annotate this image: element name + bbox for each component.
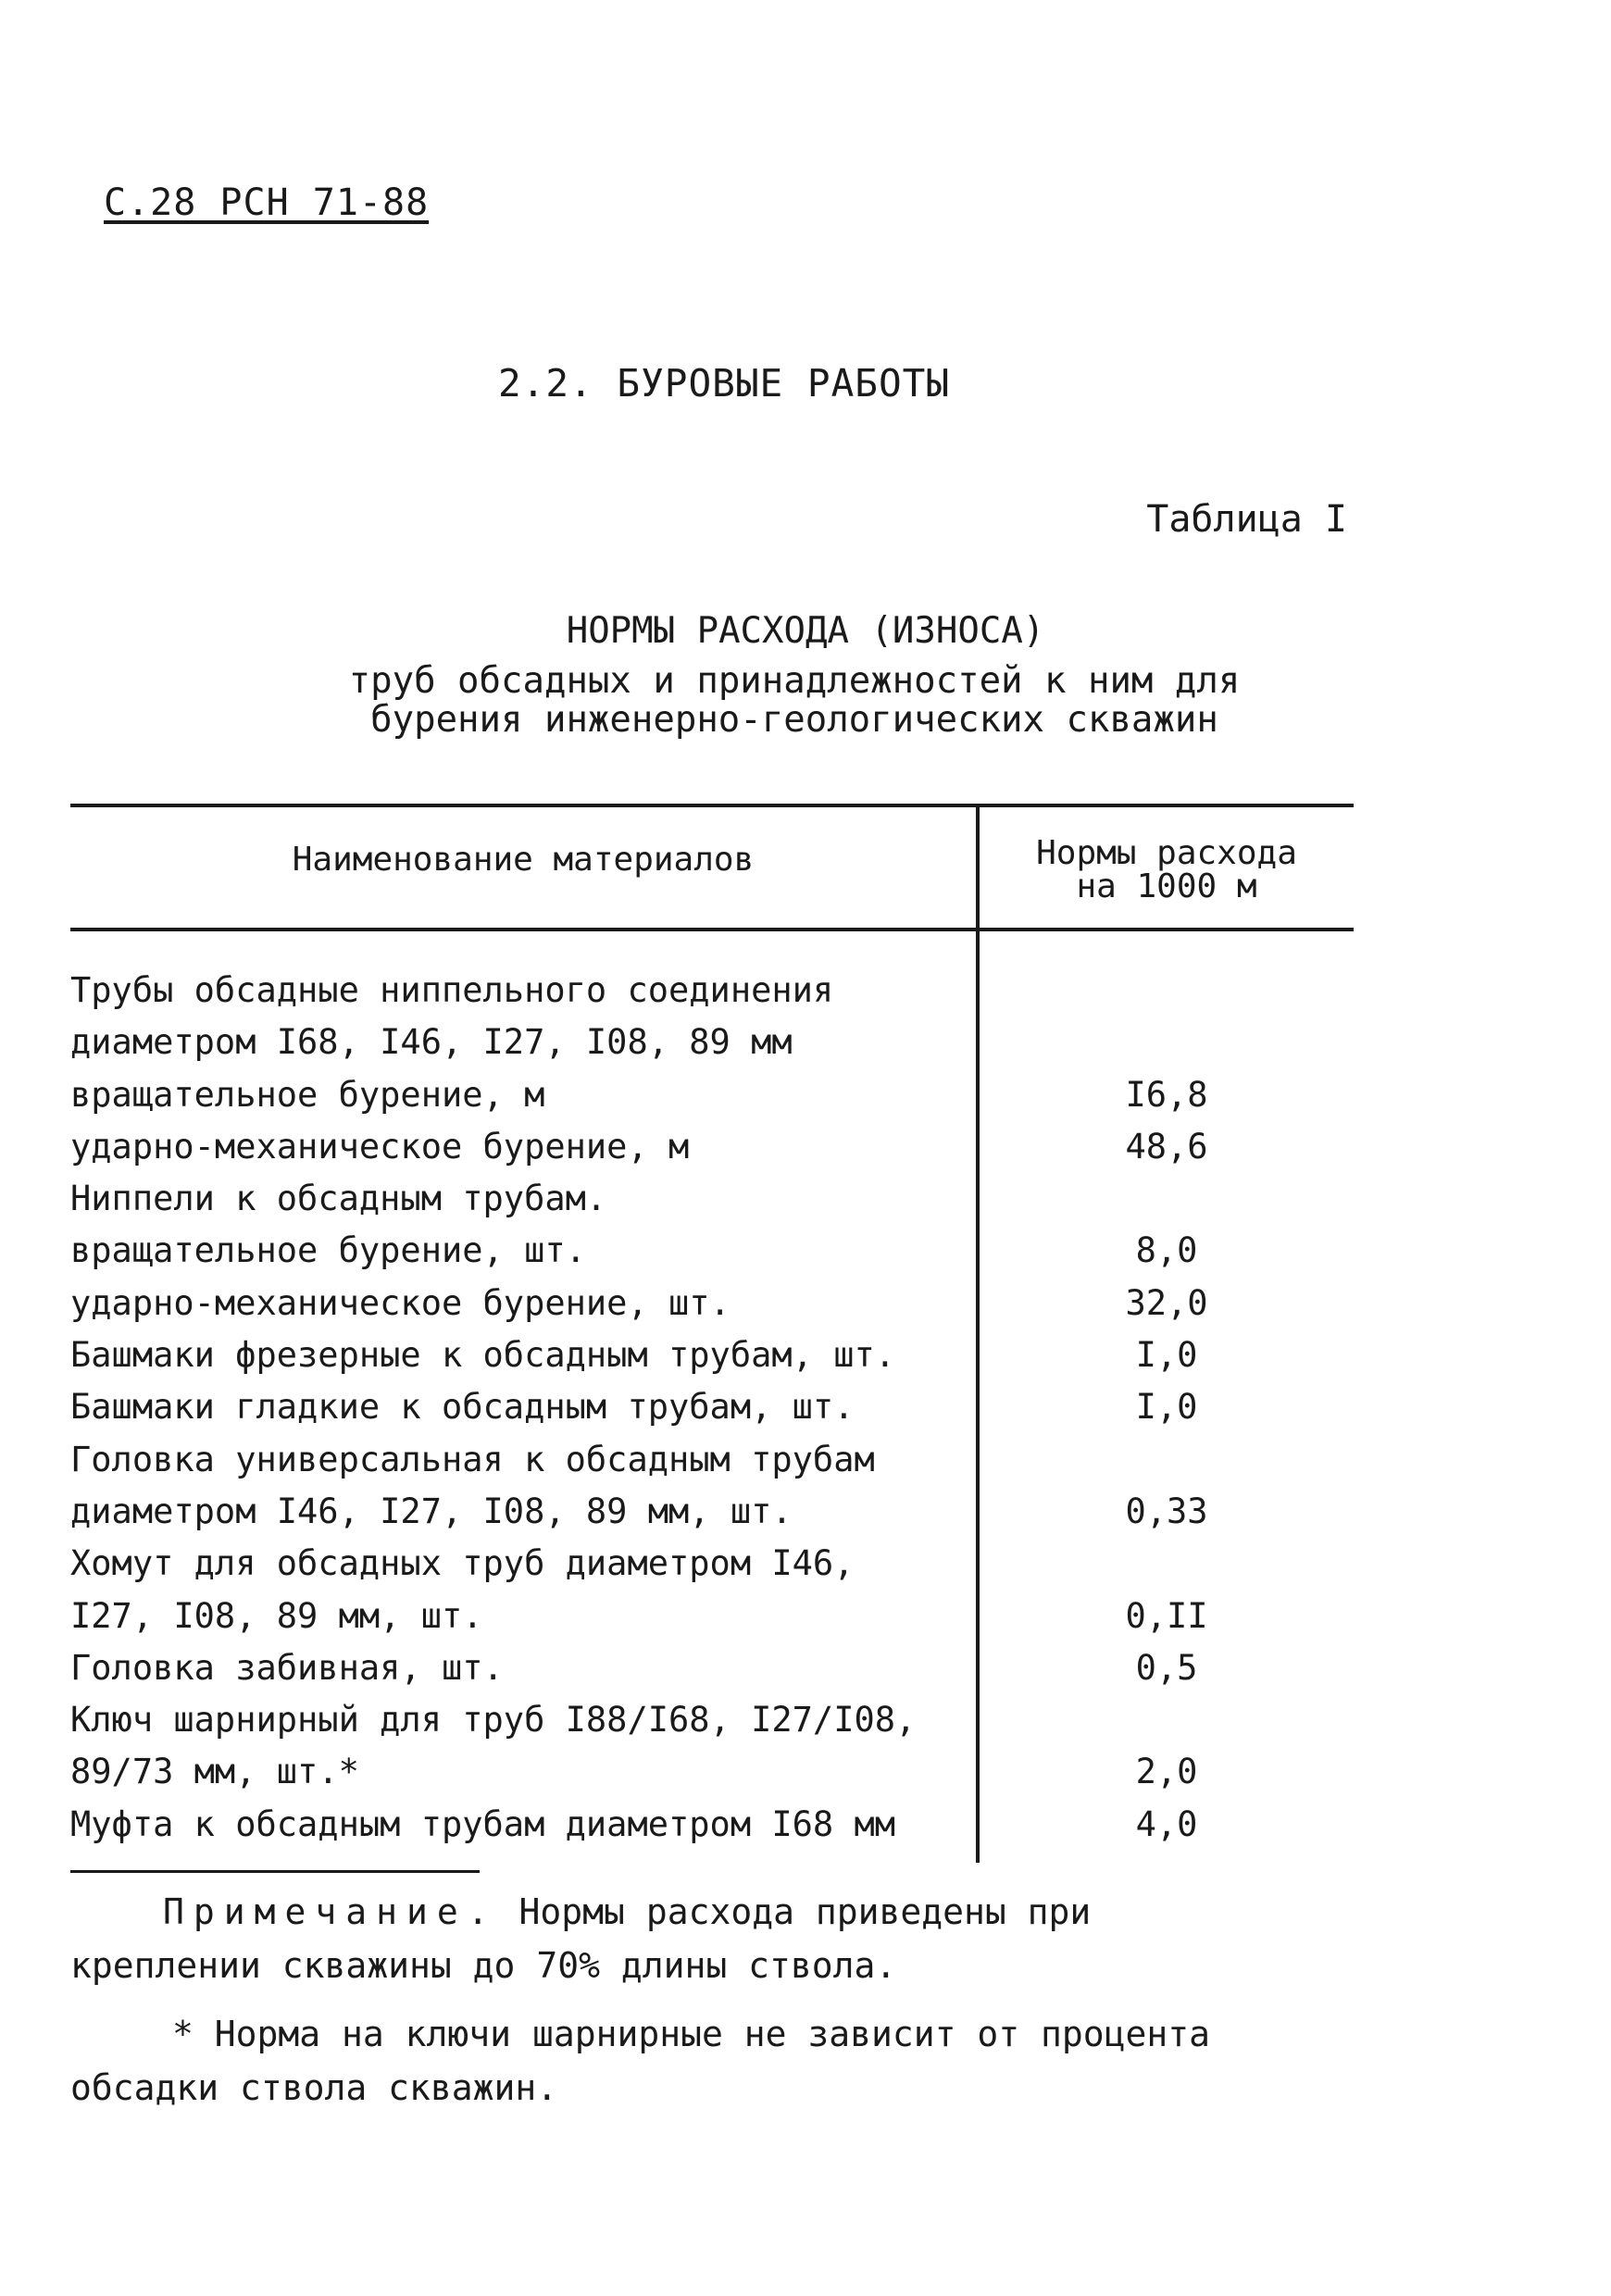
row-name: Ключ шарнирный для труб I88/I68, I27/I08, <box>70 1700 917 1741</box>
table-row <box>70 1379 1354 1431</box>
section-title: 2.2. БУРОВЫЕ РАБОТЫ <box>498 361 950 406</box>
table-body <box>70 963 1354 1849</box>
table-row <box>70 1223 1354 1275</box>
row-name: Башмаки фрезерные к обсадным трубам, шт. <box>70 1335 896 1376</box>
row-name: Трубы обсадные ниппельного соединения <box>70 970 834 1010</box>
row-name: ударно-механическое бурение, шт. <box>70 1282 731 1323</box>
note-text: Нормы расхода приведены при <box>497 1891 1092 1932</box>
footnote-line-2: обсадки ствола скважин. <box>70 2067 558 2108</box>
row-value: I6,8 <box>1125 1074 1208 1115</box>
row-name: I27, I08, 89 мм, шт. <box>70 1595 483 1636</box>
row-value: 48,6 <box>1125 1126 1208 1167</box>
footnote-marker: * <box>172 2014 194 2054</box>
table-subtitle-line-1: труб обсадных и принадлежностей к ним для <box>348 660 1241 702</box>
row-value: I,0 <box>1135 1387 1198 1428</box>
table-row <box>70 1797 1354 1849</box>
footnote-text: Норма на ключи шарнирные не зависит от процента <box>193 2014 1211 2054</box>
table-row <box>70 1744 1354 1796</box>
row-value: 32,0 <box>1125 1282 1208 1323</box>
footnote-rule <box>70 1870 480 1873</box>
row-name: ударно-механическое бурение, м <box>70 1126 690 1167</box>
table-row <box>70 1276 1354 1328</box>
footnote-line-1 <box>70 2007 1354 2061</box>
row-value: I,0 <box>1135 1335 1198 1376</box>
row-value: 8,0 <box>1135 1230 1198 1271</box>
table-header-rule <box>70 928 1354 931</box>
row-name: вращательное бурение, шт. <box>70 1230 586 1271</box>
column-header-norm-line-1: Нормы расхода <box>1036 834 1297 872</box>
table-row <box>70 1589 1354 1641</box>
table-row <box>70 1119 1354 1171</box>
footnote <box>70 2007 1354 2115</box>
note-label: Примечание. <box>163 1891 498 1932</box>
table-row <box>70 1432 1354 1484</box>
row-value: 0,33 <box>1125 1491 1208 1531</box>
row-name: Ниппели к обсадным трубам. <box>70 1179 607 1219</box>
column-header-name: Наименование материалов <box>292 841 755 879</box>
table-subtitle-line-2: бурения инженерно-геологических скважин <box>370 699 1218 741</box>
row-name: диаметром I68, I46, I27, I08, 89 мм <box>70 1022 793 1063</box>
row-name: Муфта к обсадным трубам диаметром I68 мм <box>70 1803 896 1844</box>
row-name: вращательное бурение, м <box>70 1074 545 1115</box>
row-value: 0,II <box>1125 1595 1208 1636</box>
column-header-norm-line-2: на 1000 м <box>1076 867 1257 905</box>
table-note <box>70 1885 1354 1992</box>
column-header-norm <box>980 834 1354 905</box>
table-row <box>70 1015 1354 1067</box>
row-name: 89/73 мм, шт.* <box>70 1752 359 1792</box>
row-name: Хомут для обсадных труб диаметром I46, <box>70 1543 855 1584</box>
materials-table <box>70 804 1354 1863</box>
row-name: Башмаки гладкие к обсадным трубам, шт. <box>70 1387 855 1428</box>
table-title: НОРМЫ РАСХОДА (ИЗНОСА) <box>566 610 1045 652</box>
table-row <box>70 1536 1354 1588</box>
table-row <box>70 1067 1354 1119</box>
page-reference: С.28 РСН 71-88 <box>104 181 430 224</box>
row-name: Головка забивная, шт. <box>70 1647 504 1688</box>
row-name: Головка универсальная к обсадным трубам <box>70 1439 875 1479</box>
table-row <box>70 1171 1354 1223</box>
row-value: 2,0 <box>1135 1752 1198 1792</box>
table-label: Таблица I <box>1146 498 1347 541</box>
table-row <box>70 1328 1354 1379</box>
table-row <box>70 1641 1354 1692</box>
note-line-1 <box>70 1885 1354 1939</box>
row-value: 4,0 <box>1135 1803 1198 1844</box>
row-value: 0,5 <box>1135 1647 1198 1688</box>
table-row <box>70 963 1354 1015</box>
row-name: диаметром I46, I27, I08, 89 мм, шт. <box>70 1491 793 1531</box>
table-row <box>70 1692 1354 1744</box>
table-row <box>70 1484 1354 1536</box>
table-top-rule <box>70 804 1354 807</box>
note-line-2: креплении скважины до 70% длины ствола. <box>70 1945 897 1986</box>
